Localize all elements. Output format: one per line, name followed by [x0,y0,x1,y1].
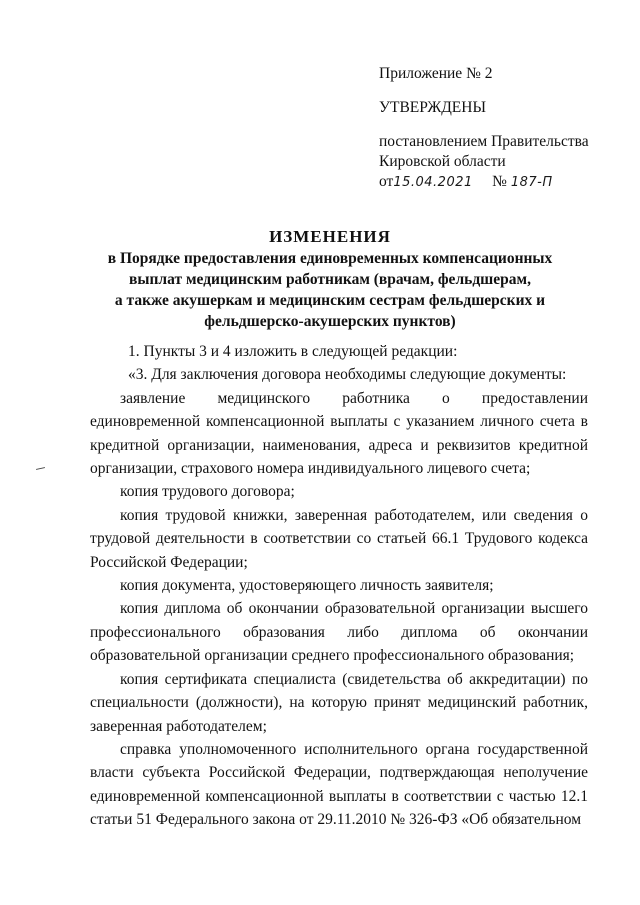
changes-title [80,226,580,332]
decree-line-2: Кировской области [379,153,506,170]
handwritten-number: 187-П [510,175,553,190]
decree-date-line [379,172,609,193]
document-body [90,340,588,832]
approval-block [379,64,609,193]
body-paragraph: копия трудовой книжки, заверенная работодателем, или сведения о трудовой деятельности в соответствии со статьей 66.1 Трудового кодекса Российской Федерации; [90,506,588,571]
from-label: от [379,173,394,190]
margin-mark [36,467,45,470]
title-sub-line: фельдшерско-акушерских пунктов) [204,313,456,330]
approved-label: УТВЕРЖДЕНЫ [379,99,486,116]
body-paragraph: 1. Пункты 3 и 4 изложить в следующей редакции: [128,343,458,360]
appendix-label: Приложение № 2 [379,65,493,82]
decree-line-1: постановлением Правительства [379,133,589,150]
body-paragraph: копия диплома об окончании образовательной организации высшего профессионального образования либо диплома об окончании образовательной организации среднего профессионального образования; [90,600,588,665]
number-label: № [492,173,507,190]
body-paragraph: копия трудового договора; [120,483,295,501]
title-sub-line: выплат медицинским работникам (врачам, фельдшерам, [129,271,531,288]
body-paragraph: заявление медицинского работника о предоставлении единовременной компенсационной выплаты с указанием личного счета в кредитной организации, наименования, адреса и реквизитов кредитной организации, страхового номера индивидуального лицевого счета; [90,389,588,478]
handwritten-date: 15.04.2021 [393,175,473,190]
body-paragraph: «3. Для заключения договора необходимы следующие документы: [128,366,567,384]
body-paragraph: копия документа, удостоверяющего личность заявителя; [120,577,494,595]
title-sub-line: в Порядке предоставления единовременных компенсационных [107,250,553,267]
body-paragraph: копия сертификата специалиста (свидетельства об аккредитации) по специальности (должности), на которую принят медицинский работник, заверенная работодателем; [90,670,588,735]
title-sub-line: а также акушеркам и медицинским сестрам фельдшерских и [114,292,546,309]
title-main: ИЗМЕНЕНИЯ [269,227,391,246]
body-paragraph: справка уполномоченного исполнительного органа государственной власти субъекта Российской Федерации, подтверждающая неполучение единовременной компенсационной выплаты в соответствии с частью 12.1 статьи 51 Федерального закона от 29.11.2010 № 326-ФЗ «Об обязательном [90,740,588,829]
